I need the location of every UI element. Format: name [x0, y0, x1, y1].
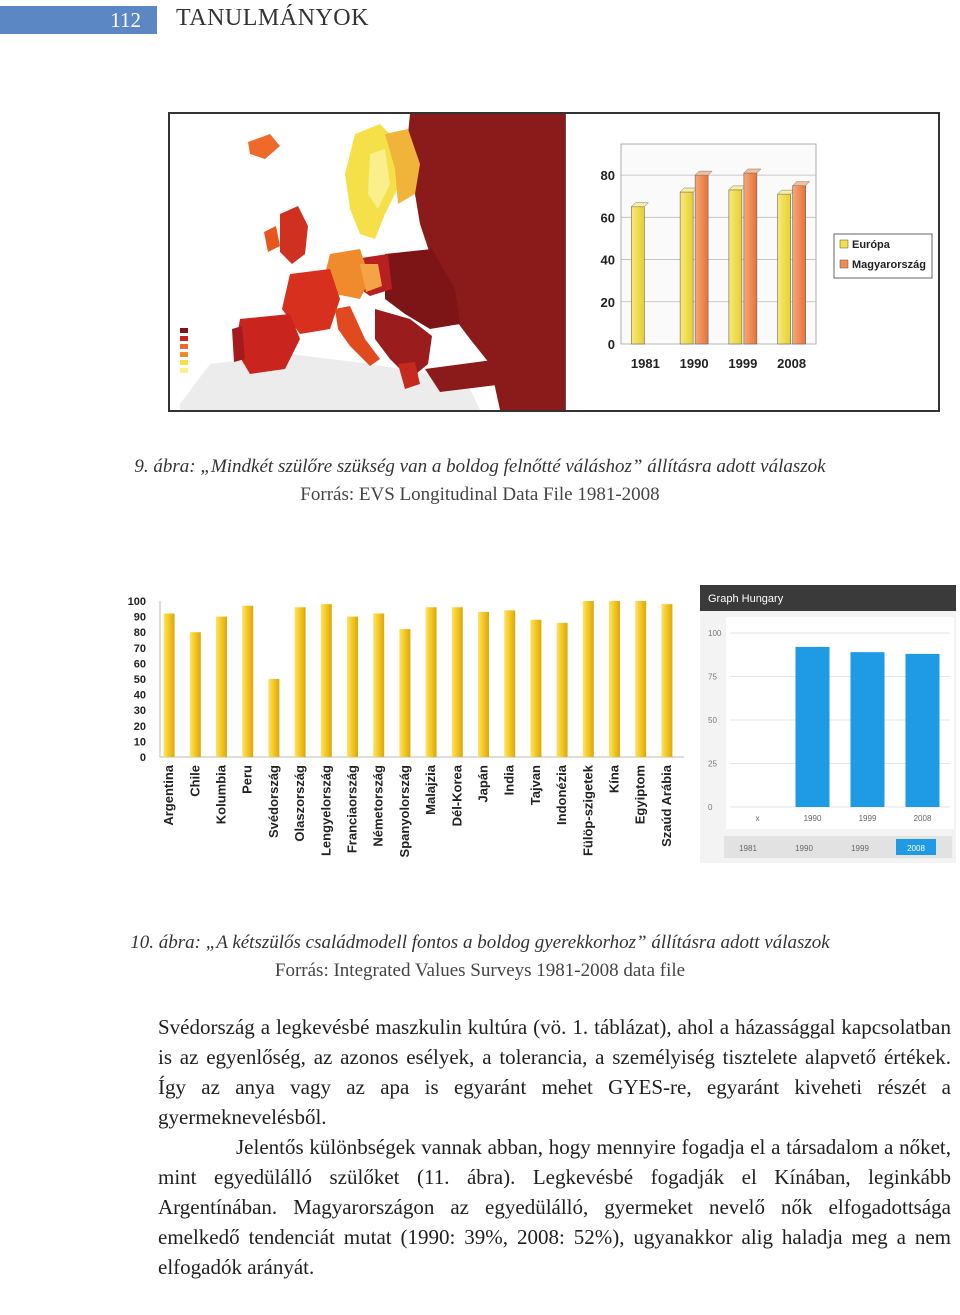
- x-tick-label: Kína: [606, 765, 622, 794]
- x-tick-label: Franciaország: [344, 765, 360, 854]
- x-tick-label: 1990: [679, 356, 709, 371]
- bar-India: [504, 610, 515, 757]
- graph-hungary-panel: [700, 585, 956, 863]
- y-tick-label: 75: [708, 672, 717, 682]
- y-tick-label: 40: [133, 689, 146, 702]
- year-tab-label: 1981: [739, 844, 757, 853]
- y-tick-label: 80: [600, 168, 615, 184]
- section-title: TANULMÁNYOK: [176, 5, 369, 31]
- bar-Kína: [609, 601, 620, 757]
- figure-9: [168, 112, 940, 412]
- y-tick-label: 60: [600, 210, 615, 226]
- bar-Chile: [190, 632, 201, 757]
- bar-Dél-Korea: [452, 607, 463, 757]
- bar-Olaszország: [295, 607, 306, 757]
- x-tick-label: Japán: [475, 765, 491, 803]
- figure-9-caption: [0, 456, 960, 478]
- bar-Svédország: [268, 679, 279, 757]
- x-tick-label: 1990: [803, 814, 822, 823]
- y-tick-label: 100: [708, 629, 722, 638]
- bar-chart-10: [118, 585, 688, 860]
- y-tick-label: 0: [708, 803, 713, 812]
- year-tab-label: 2008: [907, 844, 925, 853]
- bar-Malajzia: [426, 607, 437, 757]
- paragraph-2: Jelentős különbségek vannak abban, hogy mennyire fogadja el a társadalom a nőket, mint egyedülálló szülőket (11. ábra). Legkevésbé fogadják el Kínában, leginkább Argentínában. Magyarországon az egyedülálló, gyermeket nevelő nők elfogadottsága emelkedő tendenciát mutat (1990: 39%, 2008: 52%), ugyanakkor alig haladja meg a nem elfogadók arányát.: [158, 1135, 951, 1279]
- chart-legend: [834, 234, 932, 278]
- chart-countries: [118, 585, 688, 860]
- bar-chart-9: [566, 114, 938, 410]
- x-tick-label: x: [755, 814, 760, 823]
- year-tab-label: 1990: [795, 844, 813, 853]
- graph-hungary-chart: [700, 585, 956, 863]
- bar-Szaúd Arábia: [661, 604, 672, 757]
- x-tick-label: Fülöp-szigetek: [580, 765, 596, 857]
- chart-europa-magyarorszag: [566, 114, 938, 410]
- figure-9-source: Forrás: EVS Longitudinal Data File 1981-2008: [300, 484, 660, 505]
- y-tick-label: 0: [607, 337, 615, 352]
- legend-swatch-europa: [840, 240, 848, 248]
- y-tick-label: 30: [133, 705, 146, 718]
- x-tick-label: Lengyelország: [318, 765, 334, 857]
- europe-map: [170, 114, 566, 410]
- bar-Indonézia: [557, 623, 568, 757]
- x-tick-label: Malajzia: [423, 765, 439, 815]
- bar-europa-1981: [631, 207, 644, 344]
- y-tick-label: 100: [127, 596, 146, 608]
- page-number: 112: [0, 6, 157, 34]
- x-tick-label: 2008: [777, 356, 807, 371]
- y-tick-label: 50: [133, 674, 146, 686]
- figure-10-caption-prefix: 10. ábra:: [130, 932, 206, 953]
- bar-hungary-1990: [796, 647, 830, 807]
- y-tick-label: 70: [133, 642, 146, 655]
- bar-Egyiptom: [635, 601, 646, 757]
- figure-10-caption: [0, 932, 960, 954]
- figure-9-caption-text: „Mindkét szülőre szükség van a boldog felnőtté váláshoz” állításra adott válaszok: [200, 456, 826, 477]
- x-tick-label: Chile: [187, 765, 203, 797]
- y-tick-label: 20: [133, 720, 146, 733]
- x-tick-label: Németország: [370, 765, 386, 847]
- x-tick-label: Spanyolország: [396, 765, 412, 858]
- bar-Lengyelország: [321, 604, 332, 757]
- body-text: [158, 1012, 951, 1282]
- bar-Peru: [242, 606, 253, 757]
- y-tick-label: 20: [600, 294, 615, 310]
- x-tick-label: 1999: [858, 814, 877, 823]
- x-tick-label: Peru: [239, 765, 255, 794]
- paragraph-1: Svédország a legkevésbé maszkulin kultúra (vö. 1. táblázat), ahol a házassággal kapcsolatban is az egyenlőség, az azonos esélyek, a tolerancia, a személyiség tisztelete alapvető értékek. Így az anya vagy az apa is egyaránt mehet GYES-re, egyaránt kiveheti részét a gyermeknevelésből.: [158, 1015, 951, 1129]
- x-tick-label: Svédország: [265, 765, 281, 838]
- x-tick-label: Indonézia: [554, 765, 570, 825]
- y-tick-label: 90: [133, 611, 146, 624]
- y-tick-label: 60: [133, 658, 146, 671]
- y-tick-label: 80: [133, 627, 146, 640]
- bar-europa-2008: [778, 194, 791, 344]
- x-tick-label: Szaúd Arábia: [658, 765, 674, 847]
- x-tick-label: Kolumbia: [213, 765, 229, 825]
- x-tick-label: 1981: [630, 356, 660, 371]
- x-tick-label: Tajvan: [527, 765, 543, 806]
- bar-Spanyolország: [399, 629, 410, 757]
- bar-europa-1999: [729, 190, 742, 344]
- bar-Fülöp-szigetek: [583, 601, 594, 757]
- graph-hungary-title: Graph Hungary: [708, 593, 784, 605]
- bar-Tajvan: [530, 620, 541, 757]
- y-tick-label: 40: [600, 252, 615, 268]
- figure-10-source: Forrás: Integrated Values Surveys 1981-2008 data file: [274, 960, 686, 981]
- bar-Argentina: [164, 613, 175, 757]
- legend-label-europa: Európa: [852, 239, 890, 251]
- x-tick-label: Egyiptom: [632, 765, 648, 825]
- legend-label-magyarorszag: Magyarország: [852, 259, 926, 271]
- x-tick-label: Dél-Korea: [449, 765, 465, 827]
- figure-9-caption-prefix: 9. ábra:: [134, 456, 201, 477]
- bar-magyarorszag-2008: [793, 186, 806, 344]
- x-tick-label: Argentina: [161, 765, 177, 826]
- x-tick-label: India: [501, 765, 517, 796]
- y-tick-label: 10: [133, 736, 146, 749]
- europe-map-image: [170, 114, 565, 410]
- legend-swatch-magyarorszag: [840, 260, 848, 268]
- y-tick-label: 50: [708, 716, 717, 725]
- x-tick-label: 2008: [913, 814, 932, 823]
- bar-Kolumbia: [216, 617, 227, 757]
- bar-Németország: [373, 613, 384, 757]
- x-tick-label: Olaszország: [292, 765, 308, 842]
- bar-Franciaország: [347, 617, 358, 757]
- bar-europa-1990: [680, 192, 693, 344]
- year-tab-label: 1999: [851, 844, 869, 853]
- bar-hungary-1999: [851, 652, 885, 807]
- bar-hungary-2008: [906, 654, 940, 807]
- y-tick-label: 0: [139, 752, 146, 764]
- y-tick-label: 25: [708, 759, 717, 769]
- bar-magyarorszag-1990: [695, 175, 708, 344]
- bar-magyarorszag-1999: [744, 173, 757, 344]
- figure-10-caption-text: „A kétszülős családmodell fontos a boldog gyerekkorhoz” állításra adott válaszok: [205, 932, 830, 953]
- bar-Japán: [478, 612, 489, 757]
- x-tick-label: 1999: [728, 356, 758, 371]
